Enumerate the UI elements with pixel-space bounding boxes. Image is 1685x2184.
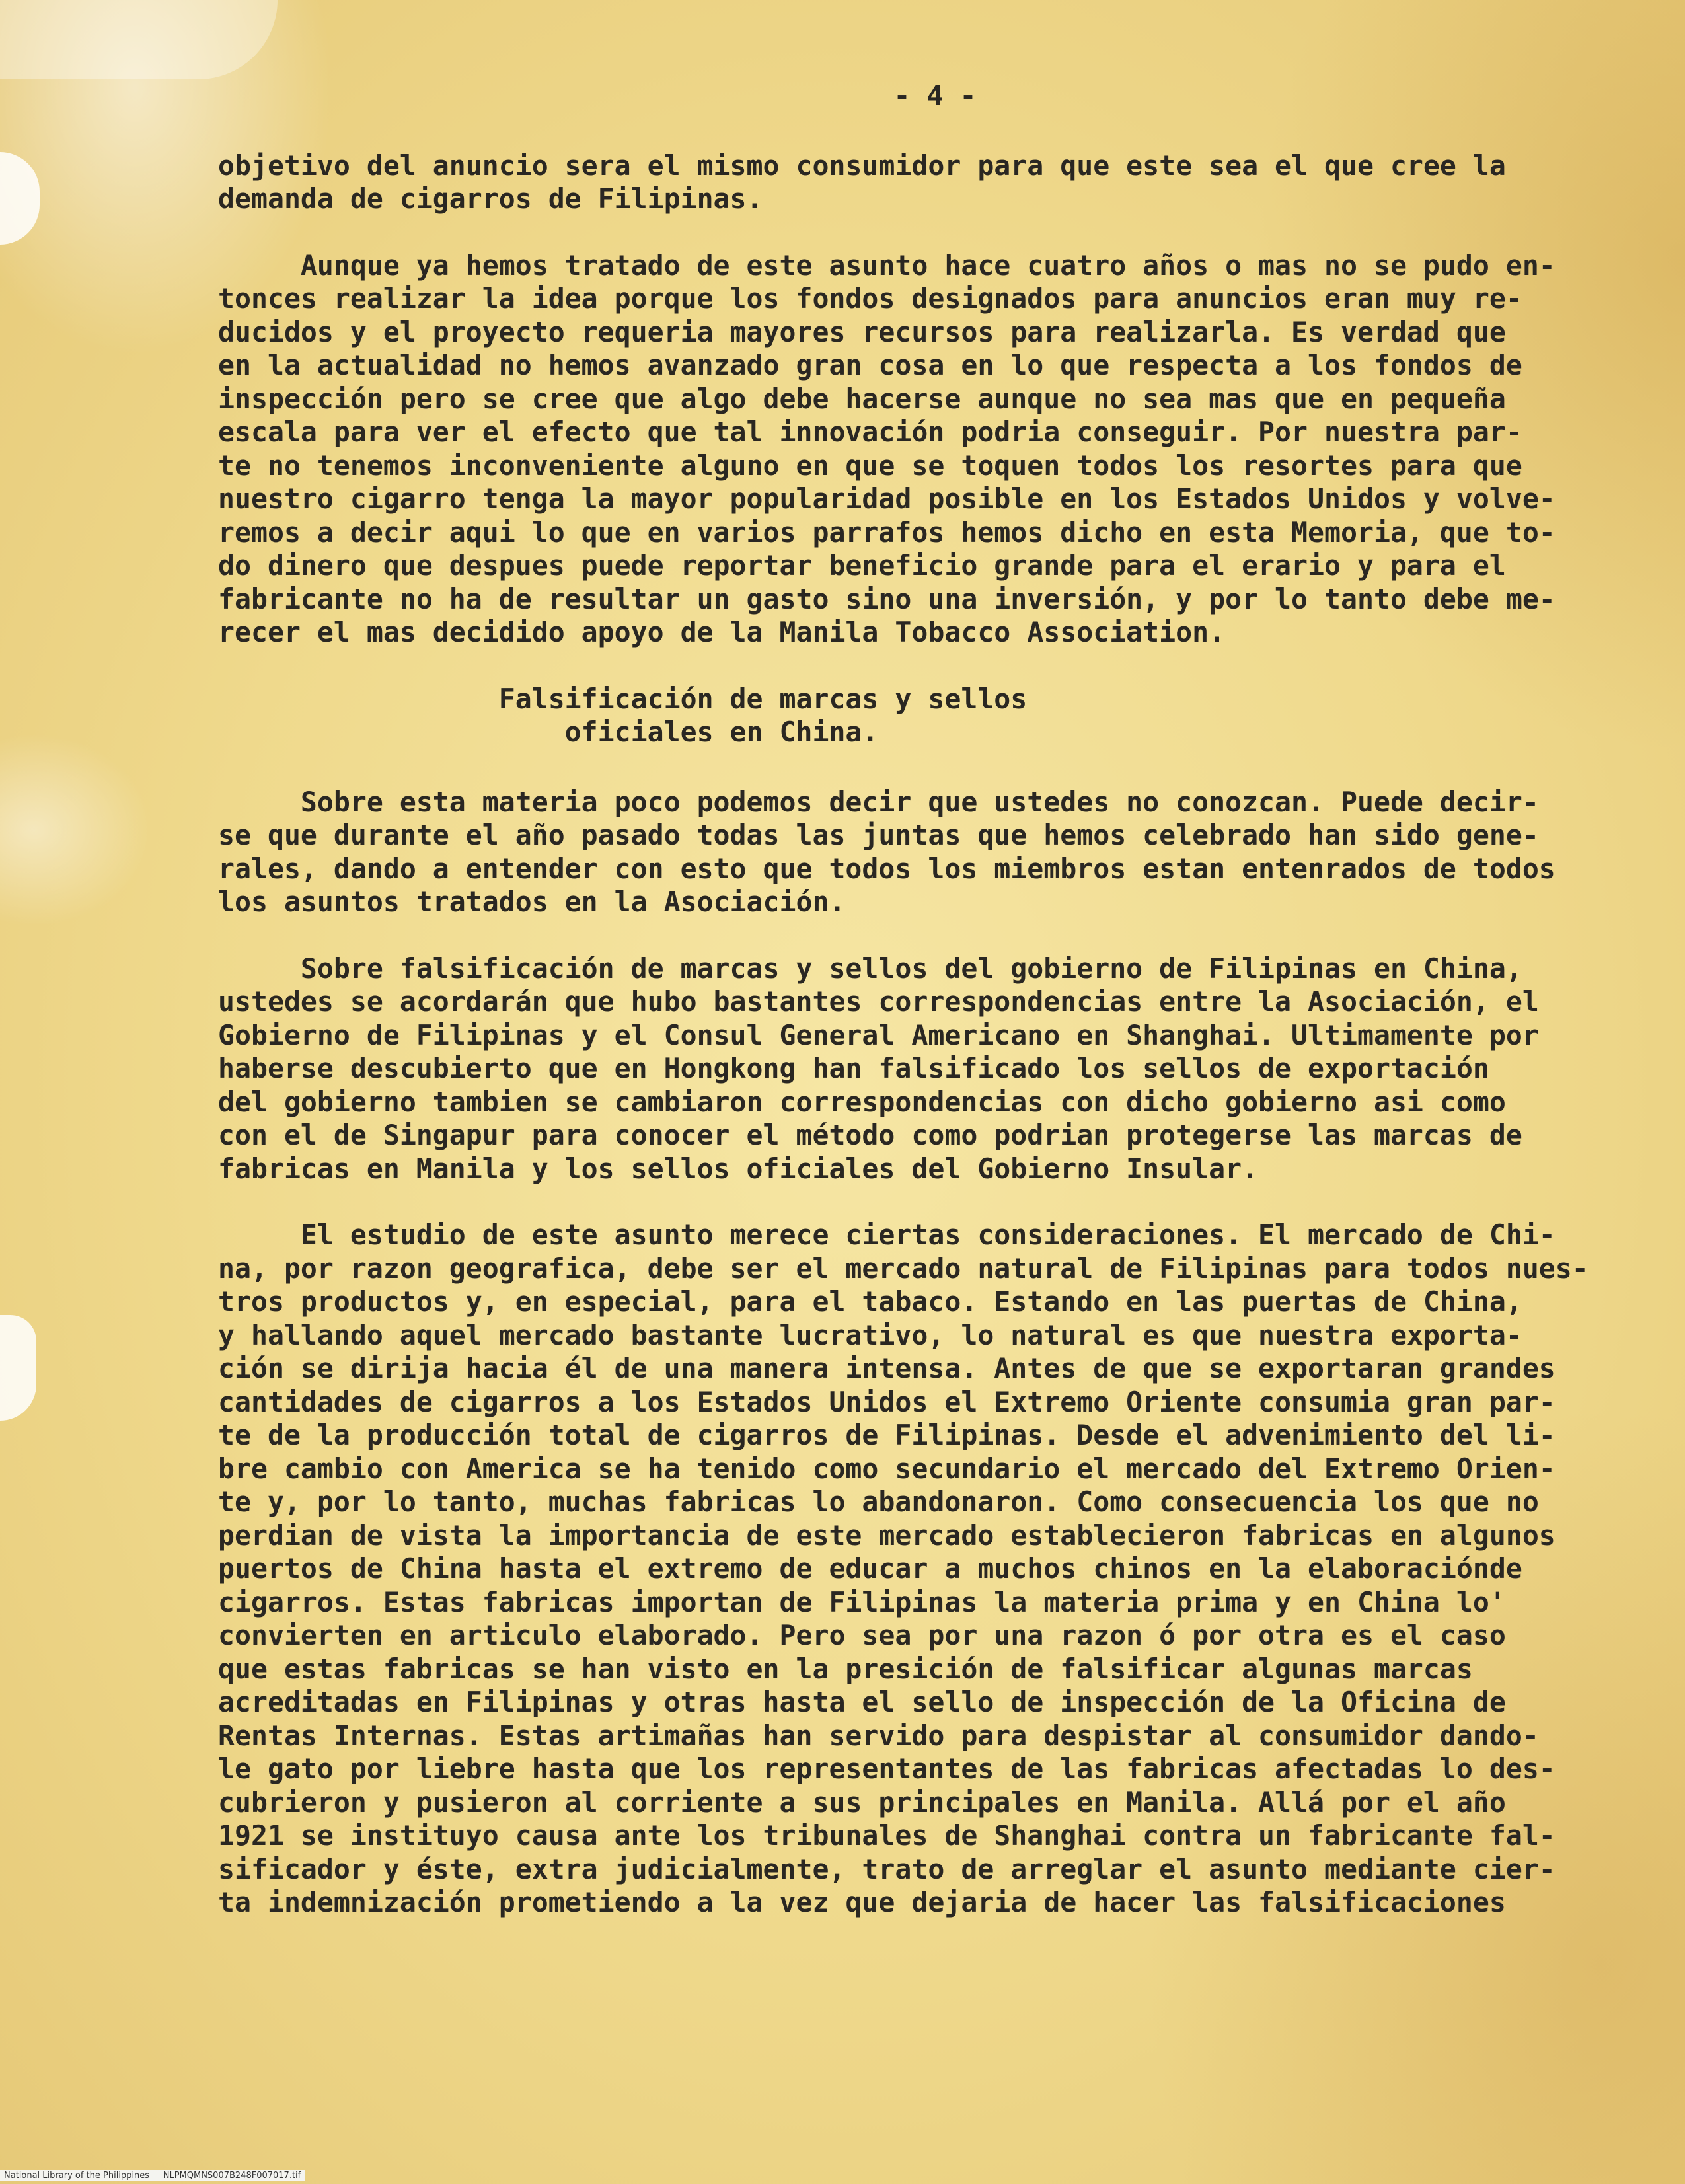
text-line: ustedes se acordarán que hubo bastantes correspondencias entre la Asociación, el xyxy=(218,985,1539,1018)
text-line: cigarros. Estas fabricas importan de Filipinas la materia prima y en China lo' xyxy=(218,1585,1506,1618)
paragraph-5 xyxy=(218,1219,1612,1920)
text-line: 1921 se instituyo causa ante los tribunales de Shanghai contra un fabricante fal- xyxy=(218,1819,1555,1852)
paper-wear-mark xyxy=(0,0,278,79)
text-line: que estas fabricas se han visto en la presición de falsificar algunas marcas xyxy=(218,1652,1473,1685)
page-number: - 4 - xyxy=(893,79,977,112)
text-line: cubrieron y pusieron al corriente a sus principales en Manila. Allá por el año xyxy=(218,1786,1506,1819)
text-line: El estudio de este asunto merece ciertas consideraciones. El mercado de Chi- xyxy=(218,1219,1555,1251)
text-line: se que durante el año pasado todas las juntas que hemos celebrado han sido gene- xyxy=(218,819,1539,851)
text-line: cantidades de cigarros a los Estados Unidos el Extremo Oriente consumia gran par- xyxy=(218,1385,1555,1418)
text-line: Sobre esta materia poco podemos decir que ustedes no conozcan. Puede decir- xyxy=(218,785,1539,818)
text-line: fabricante no ha de resultar un gasto sino una inversión, y por lo tanto debe me- xyxy=(218,582,1555,615)
paragraph-1 xyxy=(218,149,1612,216)
text-line: ción se dirija hacia él de una manera intensa. Antes de que se exportaran grandes xyxy=(218,1352,1555,1384)
text-line: acreditadas en Filipinas y otras hasta el sello de inspección de la Oficina de xyxy=(218,1686,1506,1718)
paper-tear-mark xyxy=(0,152,40,245)
typewritten-text-body xyxy=(218,79,1612,1953)
text-line: convierten en articulo elaborado. Pero sea por una razon ó por otra es el caso xyxy=(218,1619,1506,1651)
text-line: fabricas en Manila y los sellos oficiales del Gobierno Insular. xyxy=(218,1152,1259,1185)
text-line: escala para ver el efecto que tal innovación podria conseguir. Por nuestra par- xyxy=(218,416,1522,448)
text-line: do dinero que despues puede reportar beneficio grande para el erario y para el xyxy=(218,549,1506,582)
text-line: en la actualidad no hemos avanzado gran cosa en lo que respecta a los fondos de xyxy=(218,349,1522,381)
text-line: le gato por liebre hasta que los representantes de las fabricas afectadas lo des- xyxy=(218,1752,1555,1785)
text-line: tros productos y, en especial, para el tabaco. Estando en las puertas de China, xyxy=(218,1285,1522,1318)
text-line: tonces realizar la idea porque los fondos designados para anuncios eran muy re- xyxy=(218,282,1522,315)
text-line: y hallando aquel mercado bastante lucrativo, lo natural es que nuestra exporta- xyxy=(218,1318,1522,1351)
text-line: puertos de China hasta el extremo de educar a muchos chinos en la elaboraciónde xyxy=(218,1552,1522,1585)
text-line: bre cambio con America se ha tenido como secundario el mercado del Extremo Orien- xyxy=(218,1452,1555,1485)
text-line: con el de Singapur para conocer el método como podrian protegerse las marcas de xyxy=(218,1119,1522,1151)
text-line: Sobre falsificación de marcas y sellos del gobierno de Filipinas en China, xyxy=(218,952,1522,985)
text-line: te no tenemos inconveniente alguno en que se toquen todos los resortes para que xyxy=(218,449,1522,482)
archive-footer-caption: National Library of the Philippines NLPMQMNS007B248F007017.tif xyxy=(0,2170,305,2181)
text-line: te de la producción total de cigarros de Filipinas. Desde el advenimiento del li- xyxy=(218,1419,1555,1451)
paragraph-4 xyxy=(218,952,1612,1186)
text-line: sificador y éste, extra judicialmente, trato de arreglar el asunto mediante cier- xyxy=(218,1852,1555,1885)
heading-line: oficiales en China. xyxy=(218,716,879,748)
text-line: te y, por lo tanto, muchas fabricas lo abandonaron. Como consecuencia los que no xyxy=(218,1486,1539,1518)
text-line: Gobierno de Filipinas y el Consul General Americano en Shanghai. Ultimamente por xyxy=(218,1018,1539,1051)
text-line: los asuntos tratados en la Asociación. xyxy=(218,885,846,918)
text-line: nuestro cigarro tenga la mayor popularidad posible en los Estados Unidos y volve- xyxy=(218,482,1555,515)
text-line: del gobierno tambien se cambiaron correspondencias con dicho gobierno asi como xyxy=(218,1085,1506,1118)
text-line: Aunque ya hemos tratado de este asunto hace cuatro años o mas no se pudo en- xyxy=(218,248,1555,282)
text-line: demanda de cigarros de Filipinas. xyxy=(218,182,763,215)
text-line: inspección pero se cree que algo debe hacerse aunque no sea mas que en pequeña xyxy=(218,382,1506,415)
paragraph-3 xyxy=(218,786,1612,919)
text-line: Rentas Internas. Estas artimañas han servido para despistar al consumidor dando- xyxy=(218,1719,1539,1752)
text-line: rales, dando a entender con esto que todos los miembros estan entenrados de todos xyxy=(218,852,1555,885)
text-line: remos a decir aqui lo que en varios parrafos hemos dicho en esta Memoria, que to- xyxy=(218,515,1555,548)
paper-tear-mark xyxy=(0,1315,36,1421)
text-line: recer el mas decidido apoyo de la Manila Tobacco Association. xyxy=(218,616,1226,648)
paragraph-2 xyxy=(218,249,1612,650)
text-line: objetivo del anuncio sera el mismo consumidor para que este sea el que cree la xyxy=(218,149,1506,182)
text-line: na, por razon geografica, debe ser el mercado natural de Filipinas para todos nues- xyxy=(218,1252,1589,1285)
text-line: ta indemnización prometiendo a la vez que dejaria de hacer las falsificaciones xyxy=(218,1886,1506,1918)
section-heading xyxy=(218,683,1612,749)
text-line: perdian de vista la importancia de este mercado establecieron fabricas en algunos xyxy=(218,1519,1555,1552)
text-line: ducidos y el proyecto requeria mayores recursos para realizarla. Es verdad que xyxy=(218,315,1506,348)
heading-line: Falsificación de marcas y sellos xyxy=(218,682,1028,715)
text-line: haberse descubierto que en Hongkong han falsificado los sellos de exportación xyxy=(218,1052,1489,1084)
